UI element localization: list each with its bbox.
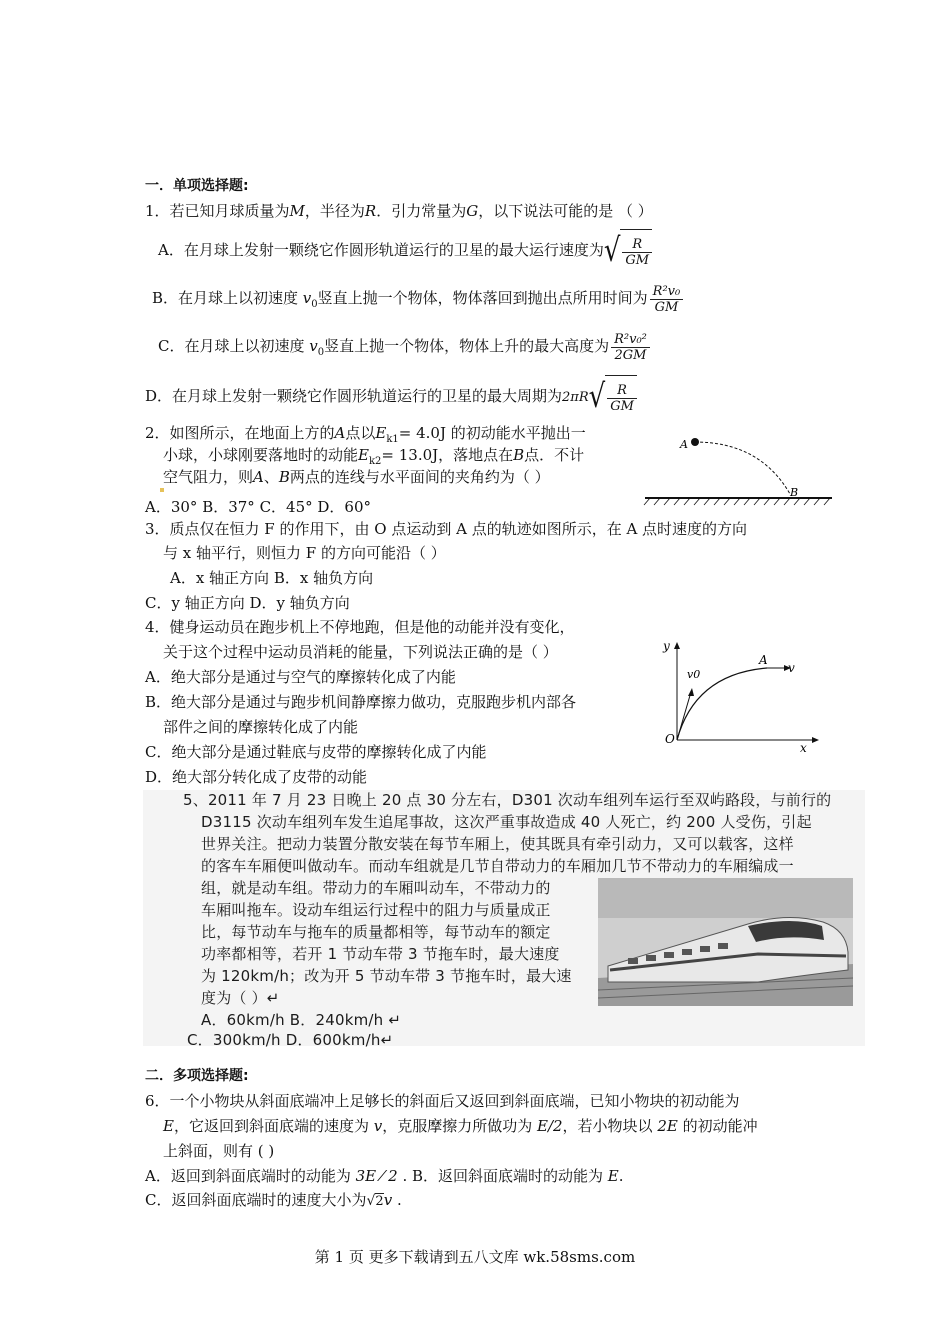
q6-stem-line3: 上斜面，则有 ( )	[163, 1142, 275, 1160]
q4-option-a[interactable]: A．绝大部分是通过与空气的摩擦转化成了内能	[145, 668, 456, 686]
sqrt-formula: √ $\frac{R}{GM}$	[589, 374, 637, 420]
q4-option-d[interactable]: D．绝大部分转化成了皮带的动能	[145, 768, 368, 786]
svg-text:O: O	[665, 732, 675, 746]
q2-stem-line1: 2．如图所示，在地面上方的A点以$E_{k1}= 4.0J$ 的初动能水平抛出一	[145, 424, 586, 445]
fraction-formula: $\frac{\text{R²v₀}}{GM}$	[650, 284, 684, 315]
q4-stem-line1: 4．健身运动员在跑步机上不停地跑，但是他的动能并没有变化，	[145, 618, 575, 636]
v0-vector	[677, 692, 691, 740]
q6-options-ab[interactable]: A．返回到斜面底端时的动能为 3E ⁄ 2 . B．返回斜面底端时的动能为 E.	[145, 1167, 624, 1185]
svg-text:x: x	[800, 741, 807, 755]
page-footer: 第 1 页 更多下载请到五八文库 wk.58sms.com	[314, 1248, 636, 1266]
q5-line7: 比，每节动车与拖车的质量都相等，每节动车的额定	[201, 923, 551, 941]
q6-stem-line1: 6．一个小物块从斜面底端冲上足够长的斜面后又返回到斜面底端，已知小物块的初动能为	[145, 1092, 740, 1110]
q5-options-cd[interactable]: C．300km/h D．600km/h↵	[187, 1031, 394, 1049]
q5-line8: 功率都相等，若开 1 节动车带 3 节拖车时，最大速度	[201, 945, 560, 963]
svg-text:v0: v0	[687, 668, 701, 681]
q4-option-b-line1[interactable]: B．绝大部分是通过与跑步机间静摩擦力做功，克服跑步机内部各	[145, 693, 577, 711]
q5-line4: 的客车车厢便叫做动车。而动车组就是几节自带动力的车厢加几节不带动力的车厢编成一	[201, 857, 794, 875]
marker-dot	[160, 488, 164, 492]
label-a: A	[680, 438, 688, 451]
svg-text:v: v	[788, 661, 795, 675]
q2-options[interactable]: A．30° B．37° C．45° D．60°	[145, 498, 372, 516]
q1-option-c[interactable]: C．在月球上以初速度 $v_0$竖直上抛一个物体，物体上升的最大高度为 $\frac{\text{R²v₀²}}{2GM}$	[158, 324, 650, 375]
trajectory-path	[695, 442, 790, 494]
q1-option-b[interactable]: B．在月球上以初速度 $v_0$竖直上抛一个物体，物体落回到抛出点所用时间为 $\frac{\text{R²v₀}}{GM}$	[152, 276, 683, 327]
svg-text:y: y	[663, 639, 670, 653]
q2-stem-line2: 小球，小球刚要落地时的动能$E_{k2}= 13.0J$，落地点在B点．不计	[163, 446, 585, 467]
q4-stem-line2: 关于这个过程中运动员消耗的能量，下列说法正确的是（ ）	[163, 643, 558, 661]
q1-stem: 1．若已知月球质量为M，半径为R．引力常量为G，以下说法可能的是 （ ）	[145, 202, 653, 220]
q5-line1: 5、2011 年 7 月 23 日晚上 20 点 30 分左右，D301 次动车组列车运行至双屿路段，与前行的	[183, 791, 832, 809]
fraction-formula: $\frac{\text{R²v₀²}}{2GM}$	[611, 332, 650, 363]
label-b: B	[790, 486, 799, 499]
q2-stem-line3: 空气阻力，则A、B两点的连线与水平面间的夹角约为（ ）	[163, 468, 550, 486]
q5-scanned-block	[143, 790, 865, 1049]
q3-options-cd[interactable]: C．y 轴正方向 D．y 轴负方向	[145, 594, 350, 612]
q4-option-c[interactable]: C．绝大部分是通过鞋底与皮带的摩擦转化成了内能	[145, 743, 487, 761]
section-title-multi-choice: 二．多项选择题:	[145, 1068, 249, 1084]
trajectory-graph-figure	[655, 636, 825, 758]
q5-line9: 为 120km/h；改为开 5 节动车带 3 节拖车时，最大速	[201, 967, 572, 985]
section-title-single-choice: 一．单项选择题:	[145, 178, 249, 194]
q6-option-c[interactable]: C．返回斜面底端时的速度大小为√2v .	[145, 1191, 402, 1209]
q1-option-d[interactable]: D．在月球上发射一颗绕它作圆形轨道运行的卫星的最大周期为2πR√ $\frac{R}{GM}$	[145, 374, 637, 420]
q6-stem-line2: E，它返回到斜面底端的速度为 v，克服摩擦力所做功为 E/2，若小物块以 2E 的初动能冲	[163, 1117, 758, 1135]
q5-line6: 车厢叫拖车。设动车组运行过程中的阻力与质量成正	[201, 901, 551, 919]
sqrt-formula: √ $\frac{R}{GM}$	[604, 228, 652, 274]
train-photo	[598, 878, 853, 1006]
ground-hatch	[644, 498, 830, 505]
q3-stem-line1: 3．质点仅在恒力 F 的作用下，由 O 点运动到 A 点的轨迹如图所示，在 A 点时速度的方向	[145, 520, 748, 538]
q5-line10: 度为（ ）↵	[201, 989, 280, 1007]
q5-line2: D3115 次动车组列车发生追尾事故，这次严重事故造成 40 人死亡，约 200 人受伤，引起	[201, 813, 812, 831]
q3-options-ab[interactable]: A．x 轴正方向 B．x 轴负方向	[170, 569, 374, 587]
q4-option-b-line2: 部件之间的摩擦转化成了内能	[163, 718, 359, 736]
q3-stem-line2: 与 x 轴平行，则恒力 F 的方向可能沿（ ）	[163, 544, 446, 562]
q5-line5: 组，就是动车组。带动力的车厢叫动车，不带动力的	[201, 879, 551, 897]
q5-options-ab[interactable]: A．60km/h B．240km/h ↵	[201, 1011, 402, 1029]
svg-text:A: A	[759, 653, 768, 667]
q5-line3: 世界关注。把动力装置分散安装在每节车厢上，使其既具有牵引动力，又可以载客，这样	[201, 835, 794, 853]
projectile-figure	[640, 428, 840, 506]
q1-option-a[interactable]: A．在月球上发射一颗绕它作圆形轨道运行的卫星的最大运行速度为√ $\frac{R}{GM}$	[158, 228, 652, 274]
